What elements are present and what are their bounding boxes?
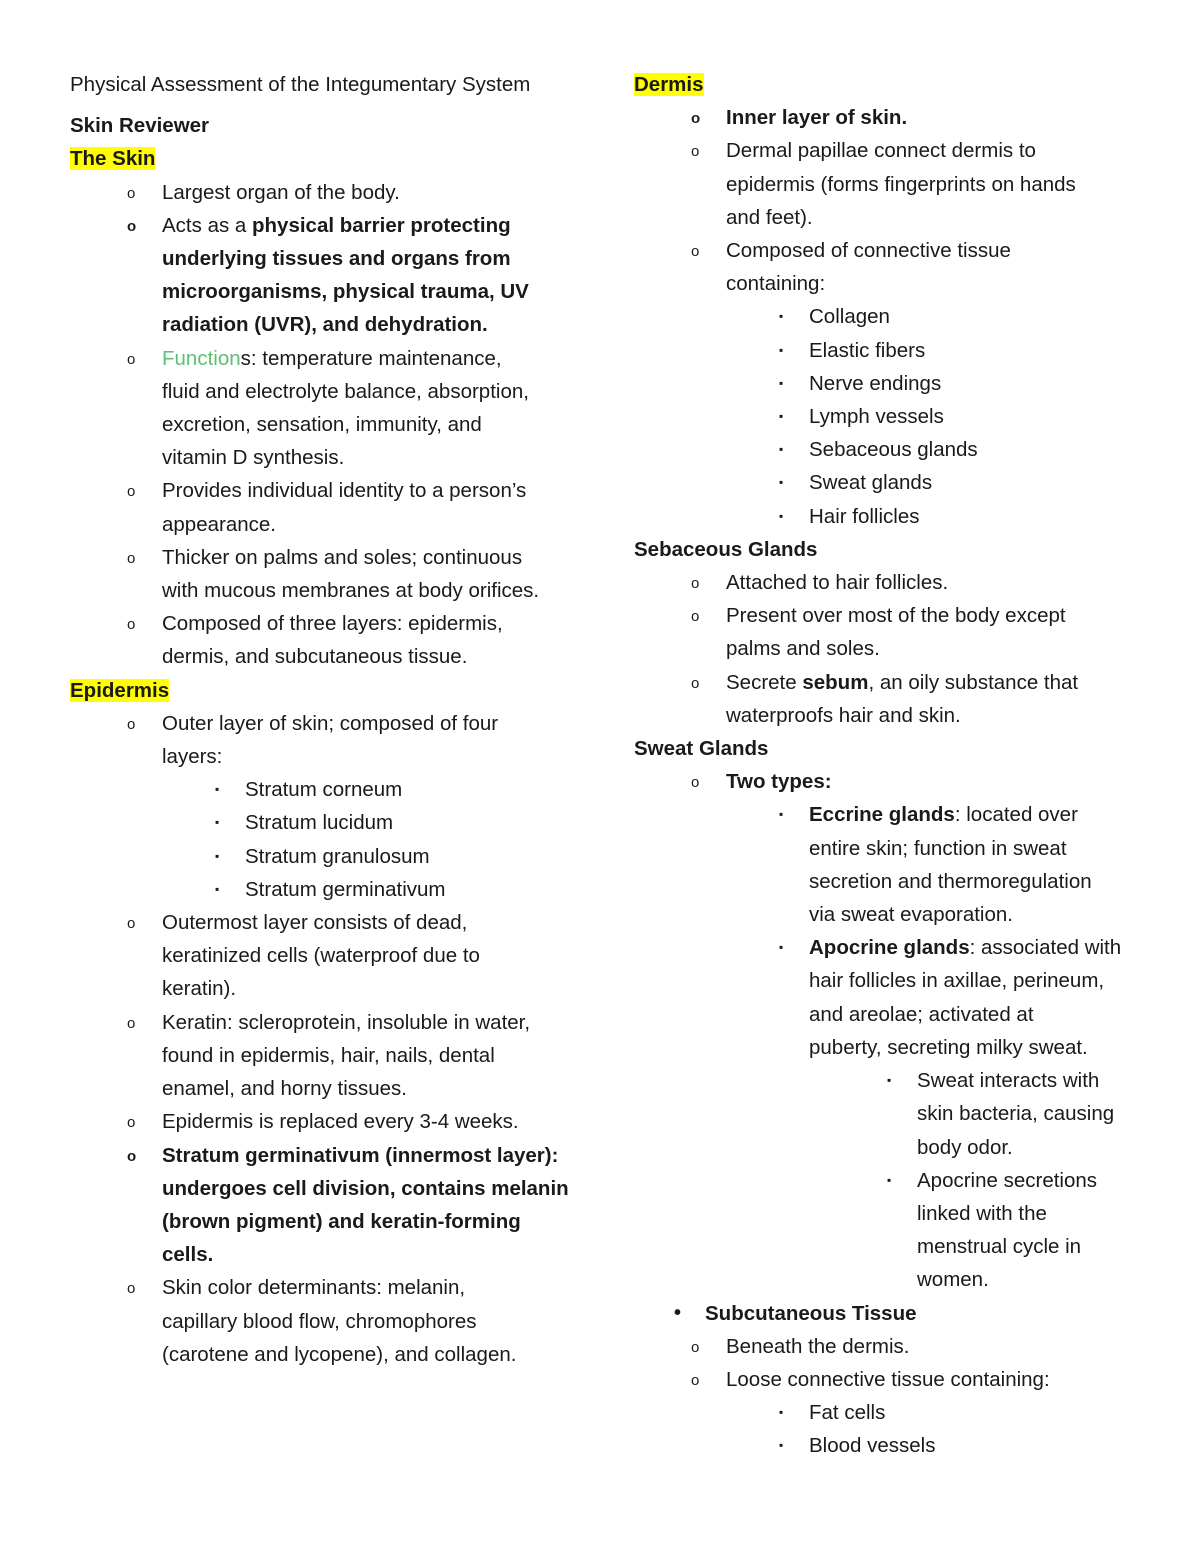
heading-sweat-glands: Sweat Glands	[634, 737, 769, 761]
heading-dermis: Dermis	[634, 73, 704, 96]
sub-list-item-continuation: hair follicles in axillae, perineum,	[809, 969, 1105, 993]
list-item-continuation: (carotene and lycopene), and collagen.	[162, 1342, 517, 1366]
list-marker-icon: ▪	[779, 475, 784, 490]
list-marker-icon: o	[691, 608, 700, 626]
list-item: o Outermost layer consists of dead,	[70, 906, 570, 939]
sub-sub-list-item-continuation: skin bacteria, causing	[917, 1102, 1115, 1126]
sub-list-item: ▪ Elastic fibers	[634, 334, 1154, 367]
list-item-continuation: fluid and electrolyte balance, absorption,	[162, 379, 529, 403]
list-marker-icon: o	[127, 483, 136, 501]
list-marker-icon: ▪	[887, 1172, 892, 1187]
list-item-continuation: microorganisms, physical trauma, UV	[162, 280, 529, 304]
list-item: o Largest organ of the body.	[70, 176, 570, 209]
list-item-continuation: waterproofs hair and skin.	[726, 703, 961, 727]
sub-list-item: ▪ Sebaceous glands	[634, 433, 1154, 466]
list-marker-icon: o	[127, 715, 136, 733]
list-marker-icon: ▪	[779, 807, 784, 822]
heading-epidermis: Epidermis	[70, 678, 170, 702]
list-marker-icon: o	[127, 549, 136, 567]
list-marker-icon: ▪	[779, 1438, 784, 1453]
list-item-continuation: enamel, and horny tissues.	[162, 1077, 407, 1101]
document-title: Physical Assessment of the Integumentary System	[70, 73, 531, 96]
list-item-continuation: underlying tissues and organs from	[162, 247, 511, 271]
list-item-continuation: radiation (UVR), and dehydration.	[162, 313, 488, 337]
sub-list-item: ▪ Stratum corneum	[70, 773, 570, 806]
list-marker-icon: ▪	[215, 782, 220, 797]
list-marker-icon: ▪	[779, 309, 784, 324]
list-item: o Provides individual identity to a person’s	[70, 474, 570, 507]
list-item-continuation: dermis, and subcutaneous tissue.	[162, 645, 468, 669]
reviewer-title: Skin Reviewer	[70, 114, 210, 138]
list-marker-icon: o	[127, 1280, 136, 1298]
right-column	[634, 68, 1154, 1463]
list-item: o Beneath the dermis.	[634, 1330, 1154, 1363]
list-marker-icon: ▪	[215, 881, 220, 896]
list-item-continuation: (brown pigment) and keratin-forming	[162, 1209, 521, 1233]
sub-list-item: ▪ Nerve endings	[634, 367, 1154, 400]
list-marker-icon: o	[691, 110, 701, 128]
sub-list-item: ▪ Stratum granulosum	[70, 840, 570, 873]
list-item: o Composed of three layers: epidermis,	[70, 607, 570, 640]
list-item: o Skin color determinants: melanin,	[70, 1271, 570, 1304]
list-marker-icon: o	[691, 774, 700, 792]
list-marker-icon: ▪	[779, 375, 784, 390]
sub-list-item-continuation: puberty, secreting milky sweat.	[809, 1035, 1088, 1059]
sub-sub-list-item-continuation: linked with the	[917, 1201, 1047, 1225]
list-marker-icon: o	[127, 350, 136, 368]
list-item-continuation: and feet).	[726, 205, 813, 229]
list-item: o Stratum germinativum (innermost layer):	[70, 1139, 570, 1172]
list-item-continuation: cells.	[162, 1243, 214, 1267]
list-item-continuation: keratinized cells (waterproof due to	[162, 944, 480, 968]
list-item: o Outer layer of skin; composed of four	[70, 707, 570, 740]
list-item: o Composed of connective tissue	[634, 234, 1154, 267]
list-item-continuation: with mucous membranes at body orifices.	[162, 579, 540, 603]
list-marker-icon: •	[674, 1301, 682, 1324]
list-item: o Dermal papillae connect dermis to	[634, 134, 1154, 167]
list-item-continuation: excretion, sensation, immunity, and	[162, 413, 482, 437]
list-marker-icon: ▪	[887, 1073, 892, 1088]
list-marker-icon: o	[691, 674, 700, 692]
list-marker-icon: ▪	[215, 815, 220, 830]
list-item: o Inner layer of skin.	[634, 101, 1154, 134]
list-item-continuation: layers:	[162, 745, 223, 769]
sub-list-item-continuation: entire skin; function in sweat	[809, 836, 1067, 860]
sub-list-item-continuation: secretion and thermoregulation	[809, 869, 1092, 893]
sub-list-item: ▪ Collagen	[634, 300, 1154, 333]
list-marker-icon: o	[691, 1338, 700, 1356]
list-item: o Loose connective tissue containing:	[634, 1363, 1154, 1396]
heading-the-skin: The Skin	[70, 147, 156, 171]
list-marker-icon: o	[691, 143, 700, 161]
list-marker-icon: o	[127, 616, 136, 634]
sub-list-item: ▪ Blood vessels	[634, 1429, 1154, 1462]
sub-list-item: ▪ Apocrine glands: associated with	[634, 931, 1154, 964]
list-item: o Present over most of the body except	[634, 599, 1154, 632]
sub-sub-list-item-continuation: women.	[917, 1268, 989, 1292]
list-marker-icon: ▪	[779, 508, 784, 523]
list-item: o Functions: temperature maintenance,	[70, 342, 570, 375]
list-item-continuation: palms and soles.	[726, 637, 880, 661]
list-marker-icon: ▪	[779, 342, 784, 357]
list-item: o Keratin: scleroprotein, insoluble in water,	[70, 1006, 570, 1039]
list-item-continuation: found in epidermis, hair, nails, dental	[162, 1043, 495, 1067]
list-marker-icon: ▪	[779, 409, 784, 424]
list-item-continuation: epidermis (forms fingerprints on hands	[726, 172, 1076, 196]
list-marker-icon: o	[127, 1014, 136, 1032]
sub-list-item-continuation: and areolae; activated at	[809, 1002, 1034, 1026]
left-column	[70, 68, 570, 1371]
sub-list-item: ▪ Stratum lucidum	[70, 806, 570, 839]
sub-list-item: ▪ Fat cells	[634, 1396, 1154, 1429]
sub-sub-list-item: ▪ Apocrine secretions	[634, 1164, 1154, 1197]
list-marker-icon: o	[691, 575, 700, 593]
list-item-continuation: containing:	[726, 272, 826, 296]
sub-sub-list-item-continuation: body odor.	[917, 1135, 1013, 1159]
list-marker-icon: o	[127, 217, 137, 235]
list-marker-icon: ▪	[215, 848, 220, 863]
list-marker-icon: o	[127, 1147, 137, 1165]
list-item-continuation: undergoes cell division, contains melanin	[162, 1176, 569, 1200]
list-item: o Thicker on palms and soles; continuous	[70, 541, 570, 574]
sub-list-item: ▪ Lymph vessels	[634, 400, 1154, 433]
list-item: o Attached to hair follicles.	[634, 566, 1154, 599]
sub-list-item: ▪ Stratum germinativum	[70, 873, 570, 906]
list-marker-icon: o	[691, 243, 700, 261]
list-marker-icon: o	[127, 915, 136, 933]
list-marker-icon: o	[691, 1371, 700, 1389]
sub-list-item-continuation: via sweat evaporation.	[809, 903, 1013, 927]
list-item-continuation: vitamin D synthesis.	[162, 446, 345, 470]
list-item: o Two types:	[634, 765, 1154, 798]
list-item-continuation: capillary blood flow, chromophores	[162, 1309, 477, 1333]
heading-sebaceous-glands: Sebaceous Glands	[634, 537, 818, 561]
list-marker-icon: ▪	[779, 442, 784, 457]
list-marker-icon: ▪	[779, 1405, 784, 1420]
sub-list-item: ▪ Sweat glands	[634, 466, 1154, 499]
heading-subcutaneous-tissue: • Subcutaneous Tissue	[634, 1297, 1154, 1330]
sub-sub-list-item-continuation: menstrual cycle in	[917, 1235, 1082, 1259]
list-marker-icon: ▪	[779, 940, 784, 955]
list-marker-icon: o	[127, 184, 136, 202]
sub-list-item: ▪ Eccrine glands: located over	[634, 798, 1154, 831]
list-marker-icon: o	[127, 1114, 136, 1132]
list-item: o Secrete sebum, an oily substance that	[634, 666, 1154, 699]
list-item: o Epidermis is replaced every 3-4 weeks.	[70, 1105, 570, 1138]
sub-sub-list-item: ▪ Sweat interacts with	[634, 1064, 1154, 1097]
list-item-continuation: appearance.	[162, 512, 276, 536]
sub-list-item: ▪ Hair follicles	[634, 500, 1154, 533]
list-item-continuation: keratin).	[162, 977, 237, 1001]
list-item: o Acts as a physical barrier protecting	[70, 209, 570, 242]
